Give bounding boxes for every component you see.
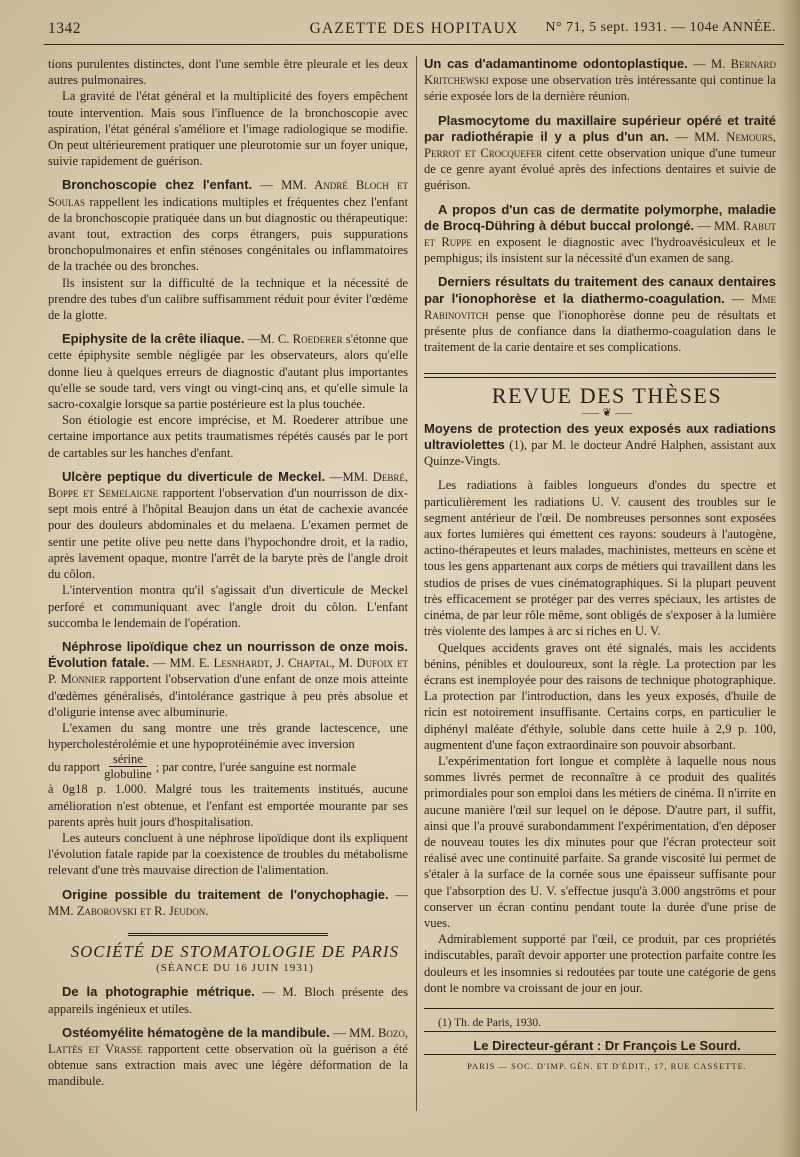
article-title: Ulcère peptique du diverticule de Meckel. (62, 468, 326, 484)
article-authors: — Mme Rabinovitch (424, 291, 776, 322)
article-entry (48, 331, 408, 412)
article-entry (424, 56, 776, 105)
paragraph: L'examen du sang montre une très grande lactescence, une hypercholestérolémie et une hypoprotéinémie avec inversion (48, 720, 408, 752)
page-header (44, 14, 784, 45)
paragraph: L'intervention montra qu'il s'agissait d'un diverticule de Meckel perforé et communiquant avec l'angle droit du côlon. L'enfant succomba le lendemain de l'opération. (48, 583, 408, 630)
article-authors: —MM. Debré, Boppe et Semelaigne (48, 469, 408, 501)
article-entry (424, 274, 776, 355)
article-entry (424, 421, 776, 470)
director-text: Le Directeur-gérant : Dr François Le Sourd. (473, 1038, 741, 1054)
article-text: expose une observation très intéressante qui continue la série exposée lors de la dernière réunion. (424, 73, 776, 104)
left-column (48, 56, 408, 1090)
page-number: 1342 (48, 20, 81, 37)
article-title: Un cas d'adamantinome odontoplastique. (424, 56, 688, 71)
article-title: Derniers résultats du traitement des canaux dentaires par l'ionophorèse et la diathermo-coagulation. (424, 274, 776, 306)
footnote-rule (424, 1008, 774, 1009)
section-rule (128, 933, 328, 936)
article-authors: — MM. Rabut et Ruppe (424, 218, 776, 250)
article-title: Origine possible du traitement de l'onychophagie. (62, 886, 389, 902)
ornament: ⸺ ❦ ⸺ (581, 406, 633, 419)
article-entry (424, 202, 776, 267)
paragraph: Les auteurs concluent à une néphrose lipoïdique dont ils expliquent l'évolution fatale rapide par la coexistence de troubles du métabolisme relevant d'une très mauvaise direction de l'alimentation. (48, 830, 408, 878)
article-entry (48, 469, 408, 582)
article-text: citent cette observation unique d'une tumeur de ce genre ayant évolué après des infections dentaires et suivie de guérison. (424, 146, 776, 193)
article-text: — M. Bloch présente des appareils ingénieux et utiles. (48, 985, 408, 1016)
fraction-denominator: globuline (104, 767, 152, 782)
article-title: Moyens de protection des yeux exposés aux radiations ultraviolettes (424, 420, 776, 453)
paragraph: Ils insistent sur la difficulté de la technique et la nécessité de prendre des tubes d'un calibre suffisamment réduit pour éviter l'œdème de la glotte. (48, 275, 408, 323)
article-entry (48, 177, 408, 274)
article-authors: — M. Bernard Kritchewski (424, 57, 776, 88)
column-divider (416, 56, 417, 1111)
article-authors: — MM. Bozo, Lattès et Vrasse (48, 1025, 408, 1056)
article-text: s'étonne que cette épiphysite semble négligée par les observateurs, alors qu'elle donne lieu à quelques erreurs de diagnostic d'autant plus importantes qu'elle se soude tard, vers vingt ou vingt-cinq ans, et qu'elle simule la sacro-coxalgie lorsque sa partie postérieure est la plus touchée. (48, 332, 408, 412)
article-entry (424, 113, 776, 194)
director-line (424, 1031, 776, 1054)
article-text: rappellent les indications multiples et fréquentes chez l'enfant de la bronchoscopie pratiquée dans un but diagnostic ou thérapeutique: avant tout, extraction des corps étrangers, puis suppurations bronchopulmonaires et enfin sténoses congénitales ou inflammatoires de la trachée ou des bronches. (48, 194, 408, 274)
paragraph: Son étiologie est encore imprécise, et M. Roederer attribue une certaine importance aux petits traumatismes répétés causés par le port de cartables sur les hanches d'enfant. (48, 413, 408, 460)
section-rule (424, 373, 776, 378)
article-title: Epiphysite de la crête iliaque. (62, 331, 245, 347)
paragraph: tions purulentes distinctes, dont l'une semble être pleurale et les deux autres pulmonaires. (48, 57, 408, 88)
right-column (424, 56, 776, 1075)
article-entry (48, 1025, 408, 1090)
paragraph: Quelques accidents graves ont été signalés, mais les accidents bénins, pénibles et douloureux, sont la règle. La protection par les écrans est inemployée pour des raisons de technique photographique. La protection par l'introduction, dans les yeux exposés, d'huile de ricin est notoirement insuffisante. Certains corps, en particulier le diphényl maléate d'éthyle, soluble dans cette huile à 2,9 p. 100, augmentent d'une façon extraordinaire son pouvoir absorbant. (424, 640, 776, 752)
article-entry (48, 639, 408, 720)
paragraph: à 0g18 p. 1.000. Malgré tous les traitements institués, aucune amélioration n'est obtenue, et l'enfant est emportée mourante par ses parents après huit jours d'hospitalisation. (48, 782, 408, 829)
paragraph: La gravité de l'état général et la multiplicité des foyers empêchent toute intervention. Mais sous l'influence de la bronchoscopie avec aspiration, l'état général s'améliore et l'image radiologique se modifie. On peut ultérieurement pratiquer une pleurotomie sur un foyer unique, suivie rapidement de guérison. (48, 89, 408, 169)
article-title: A propos d'un cas de dermatite polymorphe, maladie de Brocq-Dühring à début buccal prolongé. (424, 201, 776, 233)
article-text: pense que l'ionophorèse donne peu de résultats et présente plus de confiance dans la diathermo-coagulation dans le traitement de la carie dentaire et ses complications. (424, 307, 776, 355)
article-title: De la photographie métrique. (62, 984, 255, 1000)
paragraph: Admirablement supporté par l'œil, ce produit, par ces propriétés indiscutables, paraît devoir apporter une protection parfaite contre les douleurs et les insomnies si redoutées par toute une catégorie de gens dont le nombre va croissant de jour en jour. (424, 932, 776, 995)
article-entry (48, 984, 408, 1016)
session-date: (SÉANCE DU 16 JUIN 1931) (156, 962, 314, 975)
article-title: Ostéomyélite hématogène de la mandibule. (62, 1024, 330, 1040)
paragraph: Les radiations à faibles longueurs d'ondes du spectre et particulièrement les radiations U. V. causent des troubles sur le segment antérieur de l'œil. De nombreuses personnes sont exposées aux fortes lumières qui émettent ces rayons: soudeurs à l'autogène, actino-thérapeutes et leurs malades, machinistes, metteurs en scène et tous les gens appartenant aux corps de métiers qui travaillent dans les studios de prises de vues cinématographiques. Si la plupart peuvent très efficacement se protéger par des verres spéciaux, les artistes de cinéma, de par leur rôle même, sont obligés de s'exposer à la lumière très violente des lampes à arc si riches en U. V. (424, 478, 776, 639)
paragraph: L'expérimentation fort longue et complète à laquelle nous nous sommes livrés permet de reconnaître à ce produit des qualités primordiales pour son emploi dans les métiers de cinéma. Il n'irrite en aucune manière l'œil sur lequel on le dépose. D'autre part, il suffit, ainsi que l'a prouvé surabondamment l'expérimentation, d'en déposer de nouveau toutes les dix minutes pour que l'écran protecteur soit réalisé avec une continuité parfaite. Sa grande viscosité lui permet de s'étaler à la surface de la cornée sous une épaisseur suffisante pour que l'absorption des U. V. s'effectue jusqu'à 3.000 angströms et pour conserver un écran continu pendant toute la durée d'une prise de vues. (424, 753, 776, 930)
article-authors: — MM. Zaborovski et R. Jeudon. (48, 887, 408, 918)
fraction (104, 752, 152, 781)
article-title: Bronchoscopie chez l'enfant. (62, 177, 253, 193)
fraction-numerator: sérine (109, 752, 147, 767)
article-entry (48, 887, 408, 919)
section-title: SOCIÉTÉ DE STOMATOLOGIE DE PARIS (70, 941, 400, 961)
footnote: (1) Th. de Paris, 1930. (438, 1016, 541, 1029)
article-authors: (1), par M. le docteur André Halphen, assistant aux Quinze-Vingts. (424, 438, 776, 469)
issue-info: N° 71, 5 sept. 1931. — 104e ANNÉE. (545, 20, 776, 35)
formula-suffix: ; par contre, l'urée sanguine est normale (155, 759, 357, 774)
formula-prefix: du rapport (48, 759, 101, 774)
article-text: rapportent l'observation d'une enfant de onze mois atteinte d'œdèmes généralisés, d'intolérance gastrique à peu près absolue et d'oligurie intense avec albuminurie. (48, 672, 408, 719)
article-authors: — MM. E. Lesnhardt, J. Chaptal, M. Dufoix et P. Monnier (48, 656, 408, 687)
article-text: rapportent l'observation d'un nourrisson de dix-sept mois entré à l'hôpital Beaujon dans un état de cachexie avancée pour des douleurs abdominales et du melaena. L'examen permet de sentir une petite olive peu nette dans l'hypochondre droit, et la radio, après lavement opaque, montre l'arrêt de la baryte près de l'angle droit du côlon. (48, 486, 408, 582)
ratio-formula (48, 752, 408, 781)
journal-title: GAZETTE DES HOPITAUX (309, 20, 519, 37)
section-title: REVUE DES THÈSES (491, 383, 723, 409)
article-title: Néphrose lipoïdique chez un nourrisson de onze mois. Évolution fatale. (48, 638, 408, 671)
article-text: en exposent le diagnostic avec l'hydroavésiculeux et le pemphigus; ils insistent sur la nécessité d'un examen de sang. (424, 235, 776, 266)
article-authors: — MM. André Bloch et Soulas (48, 178, 408, 209)
article-authors: — MM. Nemours, Perrot et Crocquefer (424, 129, 776, 161)
article-text: rapportent cette observation où la guérison a été obtenue sans extraction mais avec une légère déformation de la mandibule. (48, 1041, 408, 1089)
article-title: Plasmocytome du maxillaire supérieur opéré et traité par radiothérapie il y a plus d'un an. (424, 112, 776, 144)
article-authors: —M. C. Roederer (244, 332, 343, 347)
printer-line: PARIS — SOC. D'IMP. GÉN. ET D'ÉDIT., 17, RUE CASSETTE. (424, 1054, 776, 1074)
